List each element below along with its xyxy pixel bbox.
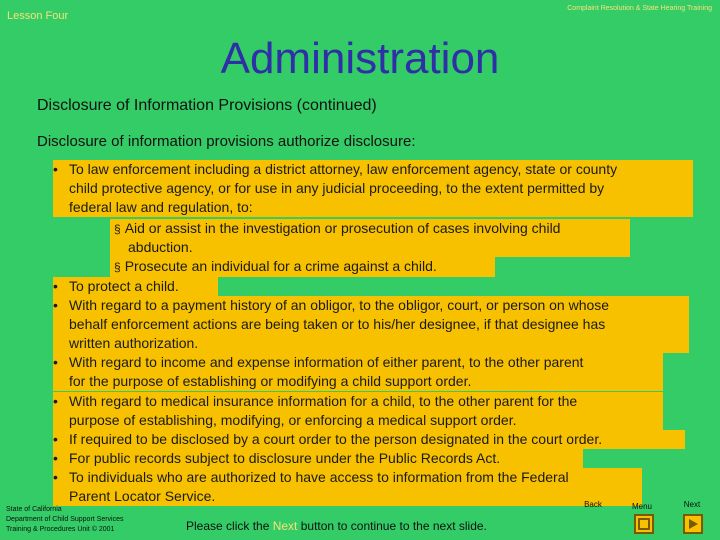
subbullet-abduction-line2: abduction.	[110, 238, 630, 257]
subbullet-abduction-line1: § Aid or assist in the investigation or prosecution of cases involving child	[110, 219, 630, 239]
menu-square-icon	[636, 516, 652, 532]
bullet-income-expense-line1: • With regard to income and expense information of either parent, to the other parent	[53, 353, 663, 372]
bullet-income-expense-line2: for the purpose of establishing or modifying a child support order.	[53, 372, 663, 391]
intro-text: Disclosure of information provisions authorize disclosure:	[37, 133, 416, 150]
instruction-next-word: Next	[272, 519, 298, 533]
lesson-label: Lesson Four	[7, 10, 69, 22]
org-line-unit: Training & Procedures Unit © 2001	[6, 526, 115, 533]
bullet-federal-locator-line1: • To individuals who are authorized to have access to information from the Federal	[53, 468, 642, 487]
instruction-text: Please click the	[186, 519, 273, 533]
org-line-department: Department of Child Support Services	[6, 516, 124, 523]
organization-credit	[6, 505, 124, 535]
org-line-state: State of California	[6, 506, 62, 513]
instruction-text-end: button to continue to the next slide.	[297, 519, 487, 533]
subbullet-prosecute: § Prosecute an individual for a crime against a child.	[110, 257, 495, 277]
back-label: Back	[584, 500, 602, 509]
bullet-federal-locator-line2: Parent Locator Service.	[53, 487, 642, 506]
slide-title: Administration	[220, 34, 500, 83]
bullet-court-order: • If required to be disclosed by a court order to the person designated in the court order.	[53, 430, 685, 449]
next-button[interactable]	[683, 514, 703, 534]
course-title: Complaint Resolution & State Hearing Training	[567, 5, 712, 12]
bullet-payment-history-line3: written authorization.	[53, 334, 689, 353]
bullet-payment-history-line2: behalf enforcement actions are being taken or to his/her designee, if that designee has	[53, 315, 689, 334]
menu-button[interactable]	[634, 514, 654, 534]
bullet-law-enforcement-line1: • To law enforcement including a district attorney, law enforcement agency, state or county	[53, 160, 693, 179]
menu-label: Menu	[631, 502, 652, 511]
bullet-medical-insurance-line1: • With regard to medical insurance information for a child, to the other parent for the	[53, 392, 663, 411]
next-arrow-icon	[685, 516, 701, 532]
slide-subtitle: Disclosure of Information Provisions (continued)	[37, 97, 377, 114]
next-instruction	[186, 519, 487, 533]
bullet-public-records: • For public records subject to disclosure under the Public Records Act.	[53, 449, 583, 468]
next-label: Next	[683, 500, 701, 509]
bullet-payment-history-line1: • With regard to a payment history of an obligor, to the obligor, court, or person on whose	[53, 296, 689, 315]
bullet-protect-child: • To protect a child.	[53, 277, 218, 296]
bullet-medical-insurance-line2: purpose of establishing, modifying, or enforcing a medical support order.	[53, 411, 663, 430]
bullet-law-enforcement-line2: child protective agency, or for use in any judicial proceeding, to the extent permitted by	[53, 179, 693, 198]
bullet-law-enforcement-line3: federal law and regulation, to:	[53, 198, 693, 217]
